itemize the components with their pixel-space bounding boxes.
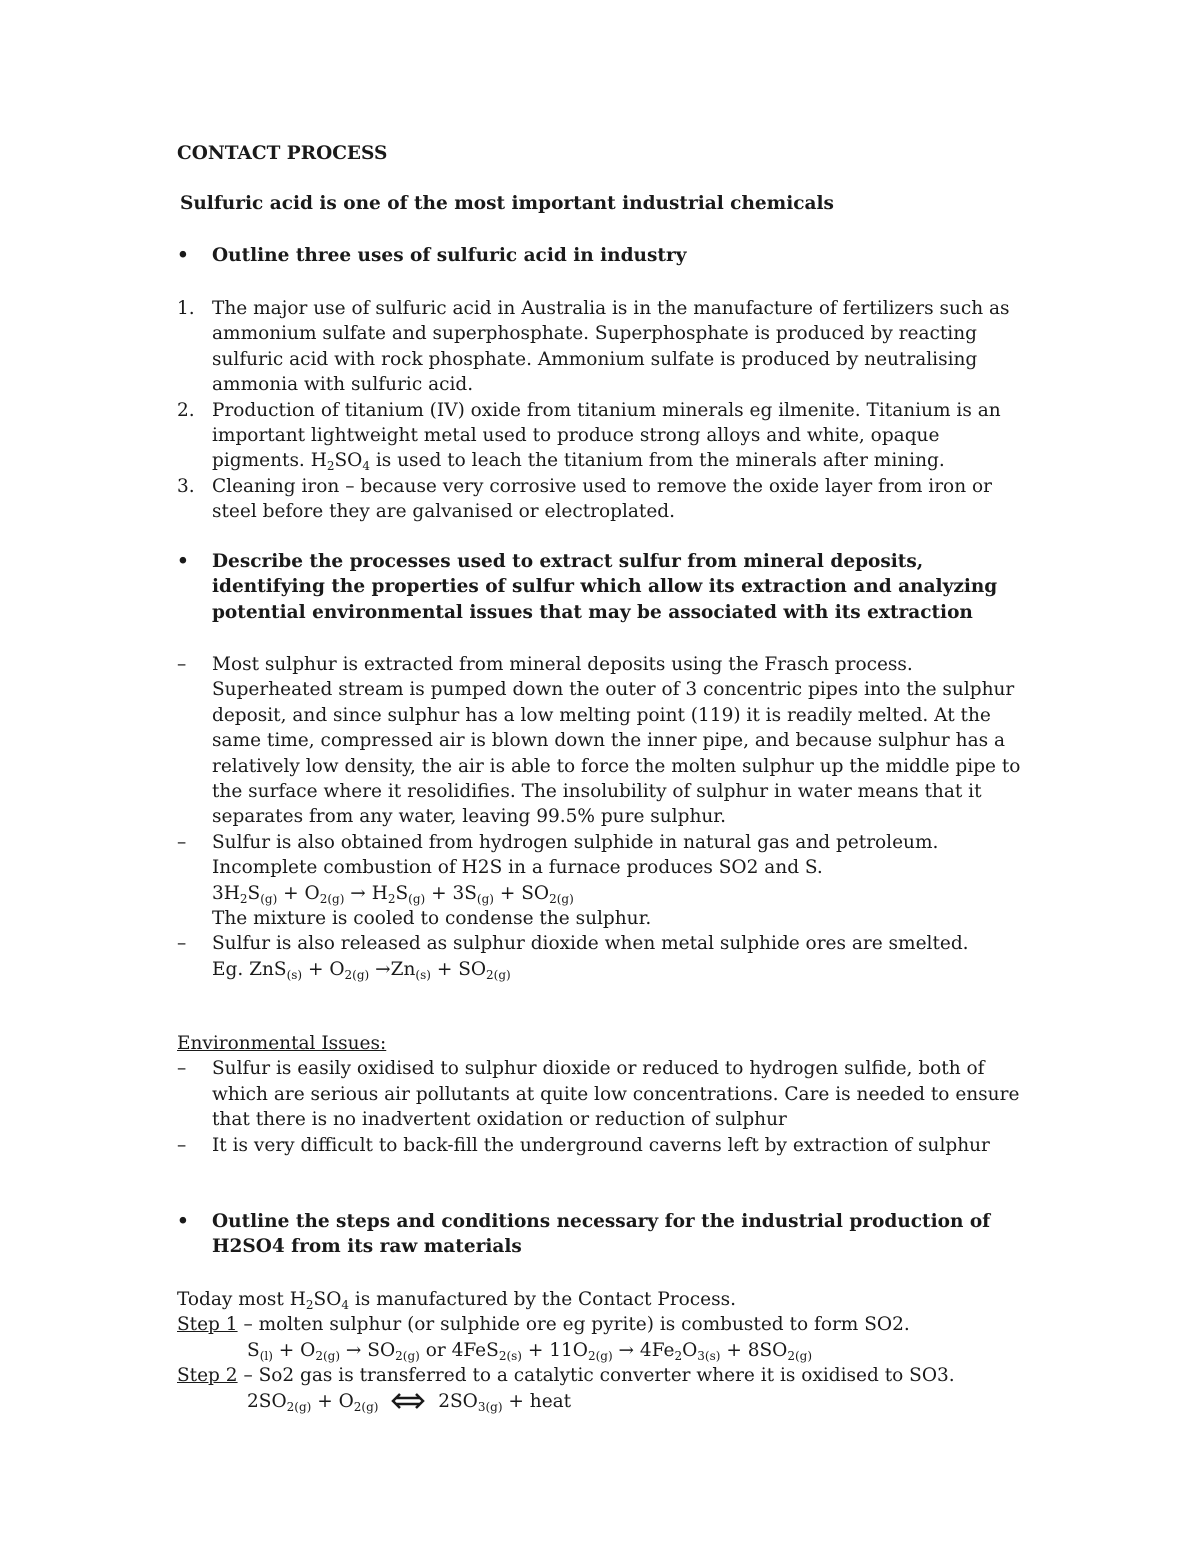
list-item: [177, 1133, 1037, 1158]
bullet-symbol: •: [177, 1211, 189, 1232]
step-1: Step 1 – molten sulphur (or sulphide ore eg pyrite) is combusted to form SO2.: [177, 1314, 910, 1336]
dash: –: [177, 933, 187, 955]
list-item: [177, 296, 1037, 398]
list-item: [177, 652, 1037, 830]
bullet-uses: [177, 243, 1037, 268]
document-title: CONTACT PROCESS: [177, 143, 388, 164]
bullet-text: Outline the steps and conditions necessary for the industrial production of H2SO4 from its raw materials: [212, 1211, 991, 1258]
bullet-text: Outline three uses of sulfuric acid in industry: [212, 245, 687, 266]
chemical-equation: Eg. $ZnS_{(s)} + O_{2(g)} \to Zn_{(s)} + SO_{2(g)}$: [212, 958, 511, 982]
dash: –: [177, 1058, 187, 1080]
step-2: Step 2 – So2 gas is transferred to a catalytic converter where it is oxidised to SO3.: [177, 1365, 955, 1387]
list-text: It is very difficult to back-fill the underground caverns left by extraction of sulphur: [212, 1134, 990, 1156]
bullet-symbol: •: [177, 551, 189, 572]
list-item: [177, 1056, 1037, 1132]
chemical-equation: $S_{(l)} + O_{2(g)} \to SO_{2(g)}$ or $4FeS_{2(s)} + 11O_{2(g)} \to 4Fe_2O_{3(s)} + 8SO_{2(g)}$: [247, 1339, 813, 1363]
list-item: [177, 474, 1037, 525]
chemical-equation: $3H_2S_{(g)} + O_{2(g)} \to H_2S_{(g)} + 3S_{(g)} + SO_{2(g)}$: [212, 882, 574, 906]
bullet-extraction: [177, 549, 1037, 625]
list-number: 3.: [177, 475, 195, 497]
list-text: Sulfur is also obtained from hydrogen sulphide in natural gas and petroleum.: [212, 831, 939, 853]
list-text: Sulfur is easily oxidised to sulphur dioxide or reduced to hydrogen sulfide, both of which are serious air pollutants at quite low concentrations. Care is needed to ensure that there is no inadvertent oxidation or reduction of sulphur: [212, 1058, 1020, 1131]
bullet-production: [177, 1209, 1037, 1260]
bullet-symbol: •: [177, 245, 189, 266]
section-heading: Sulfuric acid is one of the most important industrial chemicals: [180, 193, 834, 214]
list-text: Incomplete combustion of H2S in a furnace produces SO2 and S.: [212, 857, 823, 879]
uses-list: [177, 296, 1037, 525]
environmental-label: Environmental Issues:: [177, 1033, 387, 1054]
step-label: Step 1: [177, 1314, 238, 1336]
dash: –: [177, 1134, 187, 1156]
bullet-text: Describe the processes used to extract sulfur from mineral deposits, identifying the properties of sulfur which allow its extraction and analyzing potential environmental issues that may be associated with its extraction: [212, 551, 998, 623]
equilibrium-arrow-icon: [390, 1392, 426, 1410]
list-text: Production of titanium (IV) oxide from titanium minerals eg ilmenite. Titanium is an important lightweight metal used to produce strong alloys and white, opaque pigments. $H_2SO_4$ is used to leach the titanium from the minerals after mining.: [212, 399, 1001, 474]
list-number: 2.: [177, 399, 195, 421]
chemical-equation: $2SO_{2(g)} + O_{2(g)}$ $2SO_{3(g)}$ + heat: [247, 1390, 572, 1414]
step-label: Step 2: [177, 1365, 238, 1387]
list-item: [177, 830, 1037, 932]
list-item: [177, 398, 1037, 474]
dash: –: [177, 831, 187, 853]
dash: –: [177, 654, 187, 675]
list-text: Most sulphur is extracted from mineral deposits using the Frasch process. Superheated stream is pumped down the outer of 3 concentric pipes into the sulphur deposit, and since sulphur has a low melting point (119) it is readily melted. At the same time, compressed air is blown down the inner pipe, and because sulphur has a relatively low density, the air is able to force the molten sulphur up the middle pipe to the surface where it resolidifies. The insolubility of sulphur in water means that it separates from any water, leaving 99.5% pure sulphur.: [212, 654, 1021, 828]
list-text: The major use of sulfuric acid in Australia is in the manufacture of fertilizers such as ammonium sulfate and superphosphate. Superphosphate is produced by reacting sulfuric acid with rock phosphate. Ammonium sulfate is produced by neutralising ammonia with sulfuric acid.: [212, 298, 1010, 396]
extraction-list: [177, 652, 1037, 982]
list-text: Cleaning iron – because very corrosive used to remove the oxide layer from iron or steel before they are galvanised or electroplated.: [212, 475, 992, 523]
list-item: [177, 931, 1037, 982]
production-section: [177, 1287, 1037, 1414]
environmental-section: [177, 1031, 1037, 1158]
list-text: The mixture is cooled to condense the sulphur.: [212, 908, 652, 930]
production-intro: Today most $H_2SO_4$ is manufactured by the Contact Process.: [177, 1289, 736, 1312]
list-text: Sulfur is also released as sulphur dioxide when metal sulphide ores are smelted.: [212, 933, 969, 955]
list-number: 1.: [177, 298, 195, 319]
